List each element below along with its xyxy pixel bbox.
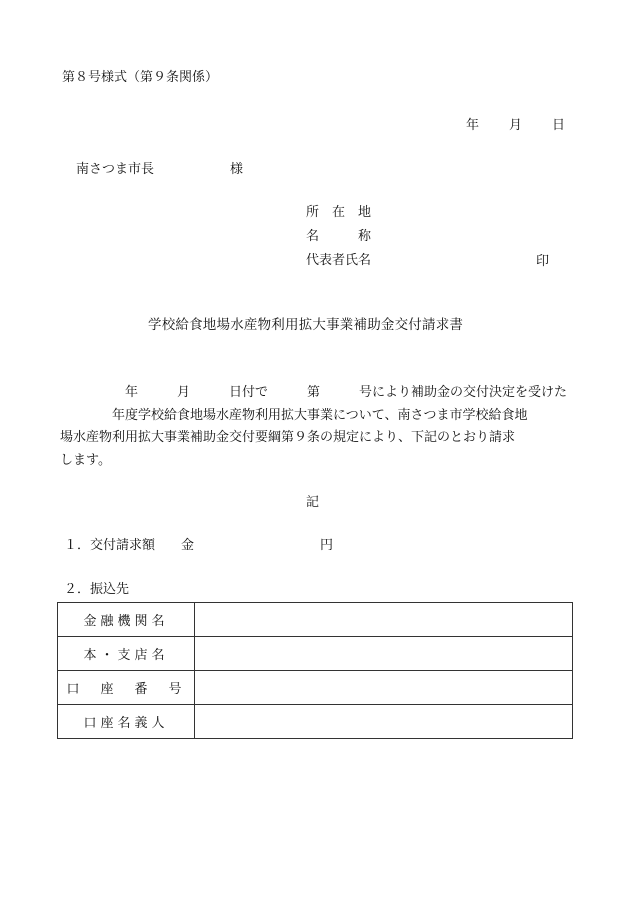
account-holder-field[interactable]	[195, 705, 573, 739]
ki-heading: 記	[306, 495, 320, 510]
table-row	[58, 705, 573, 739]
month-label: 月	[509, 118, 523, 133]
request-body	[60, 382, 580, 472]
bank-name-field[interactable]	[195, 603, 573, 637]
bank-account-table	[57, 602, 573, 739]
account-number-label: 口 座 番 号	[58, 671, 195, 705]
addressee	[76, 162, 243, 178]
requested-amount	[64, 538, 333, 554]
account-number-field[interactable]	[195, 671, 573, 705]
year-label: 年	[466, 118, 480, 133]
requested-amount-label: １．交付請求額	[64, 538, 156, 553]
table-row	[58, 637, 573, 671]
branch-name-label: 本・支店名	[58, 637, 195, 671]
day-label: 日	[552, 118, 566, 133]
table-row	[58, 671, 573, 705]
body-line: します。	[60, 452, 111, 468]
representative-label: 代表者氏名	[306, 253, 372, 268]
table-row	[58, 603, 573, 637]
address-label: 所 在 地	[306, 205, 372, 220]
currency-unit: 円	[320, 538, 334, 553]
name-label: 名 称	[306, 229, 372, 244]
transfer-destination-label: ２．振込先	[64, 582, 130, 597]
account-holder-label: 口座名義人	[58, 705, 195, 739]
form-number-label: 第８号様式（第９条関係）	[62, 70, 219, 85]
addressee-name: 南さつま市長	[76, 162, 155, 177]
body-line: 年 月 日付で 第 号により補助金の交付決定を受けた	[60, 385, 568, 400]
branch-name-field[interactable]	[195, 637, 573, 671]
currency-prefix: 金	[181, 538, 195, 553]
applicant-block	[306, 205, 386, 277]
body-line: 場水産物利用拡大事業補助金交付要綱第９条の規定により、下記のとおり請求	[60, 430, 516, 445]
bank-name-label: 金融機関名	[58, 603, 195, 637]
body-line: 年度学校給食地場水産物利用拡大事業について、南さつま市学校給食地	[60, 407, 528, 423]
seal-mark: 印	[536, 254, 550, 269]
document-title: 学校給食地場水産物利用拡大事業補助金交付請求書	[148, 317, 464, 333]
date-line	[466, 118, 565, 134]
honorific: 様	[230, 162, 244, 177]
